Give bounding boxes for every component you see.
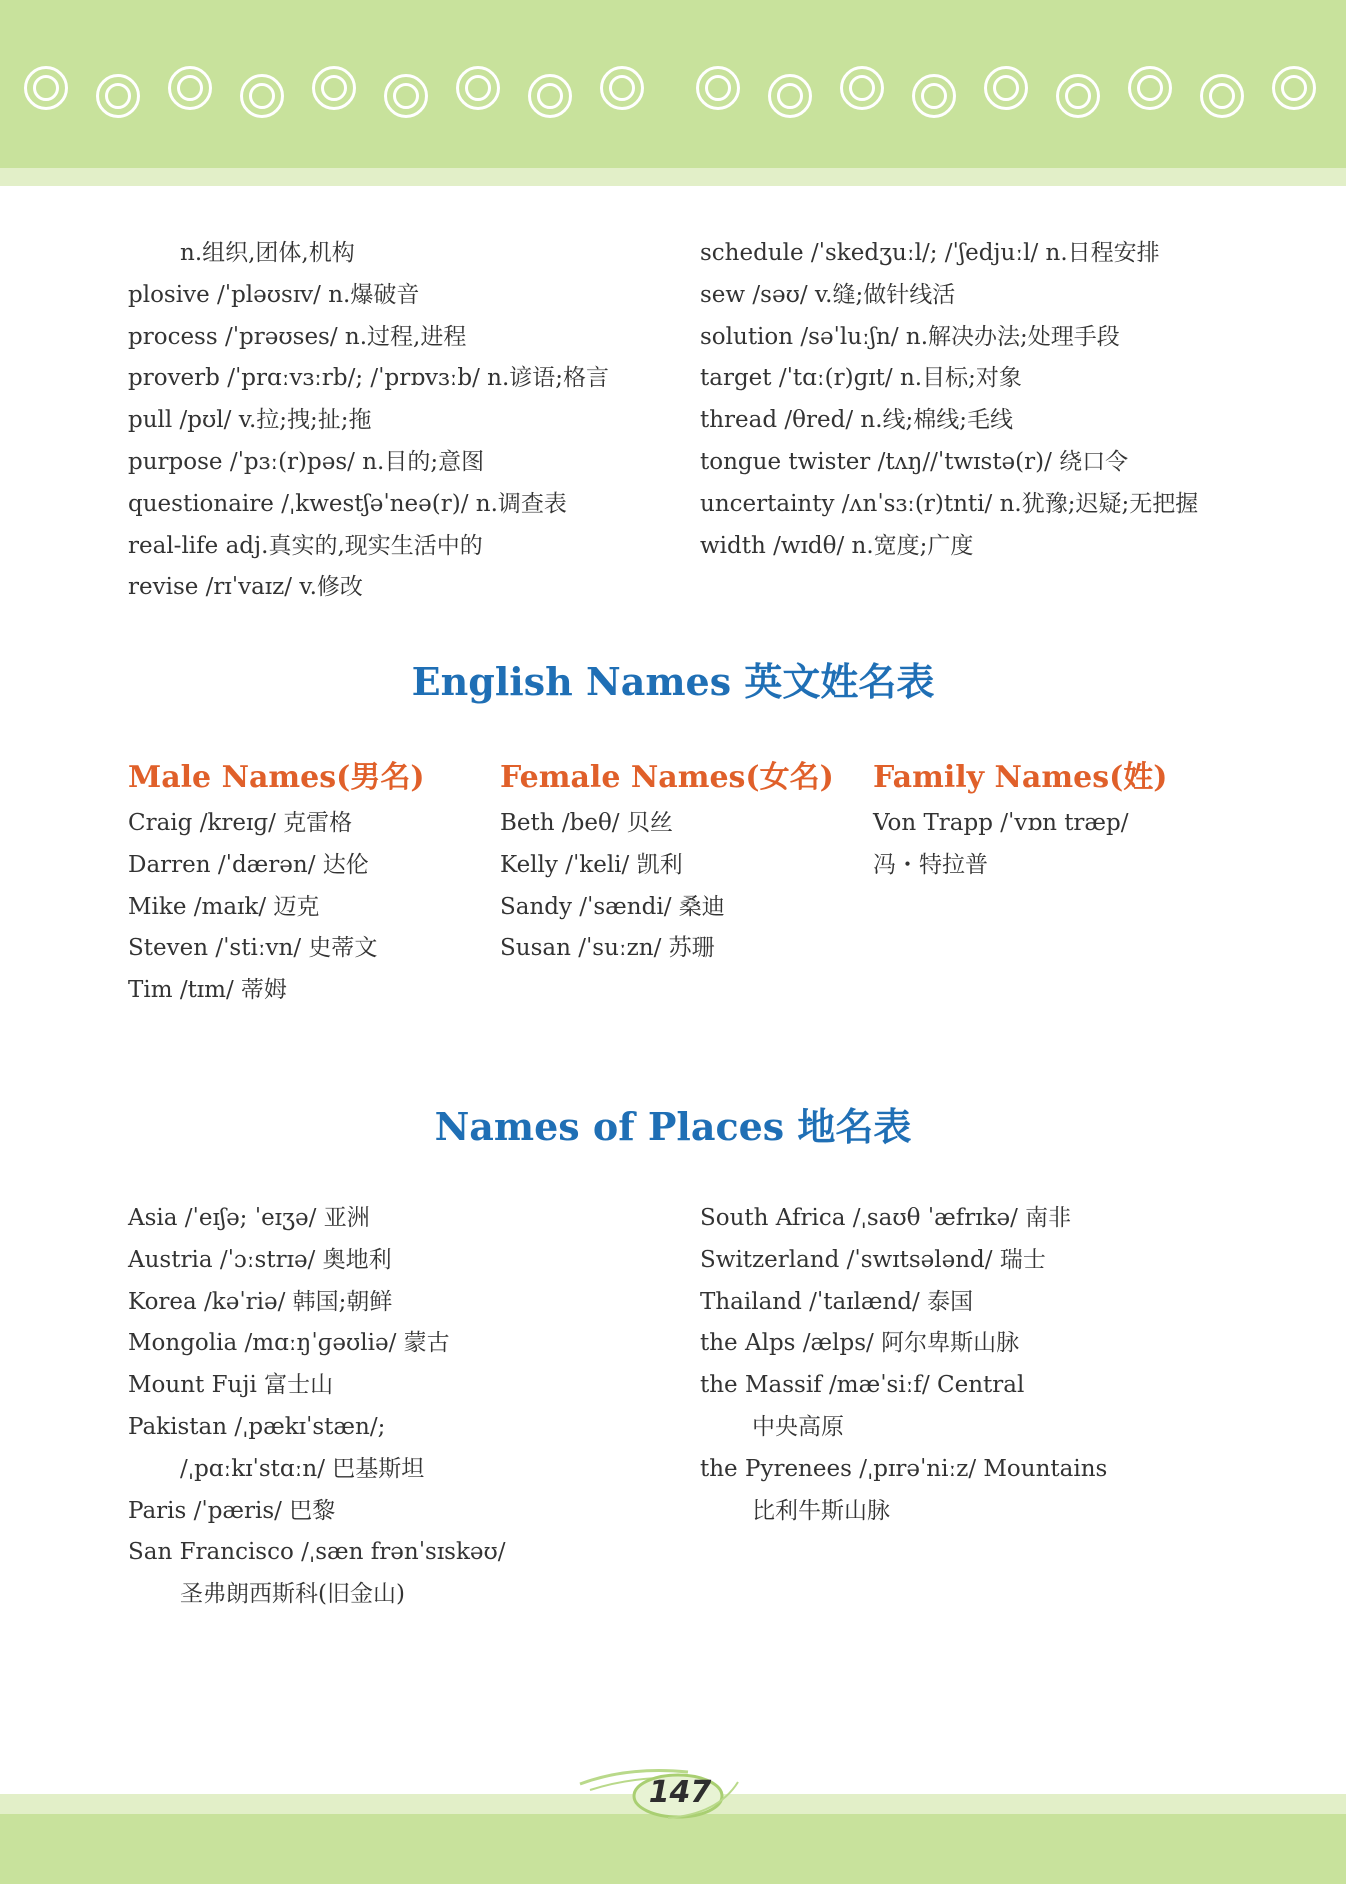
ring-icon: [840, 66, 884, 110]
ring-icon: [96, 74, 140, 118]
vocab-entry: sew /səʊ/ v.缝;做针线活: [700, 281, 956, 308]
vocab-left-column: [128, 233, 688, 609]
family-names-heading: Family Names(姓): [873, 760, 1168, 795]
english-names-title: English Names 英文姓名表: [411, 659, 935, 704]
name-entry: Kelly /ˈkeli/ 凯利: [500, 851, 683, 878]
female-names-heading: Female Names(女名): [500, 760, 834, 795]
name-entry: 冯・特拉普: [873, 851, 988, 878]
vocab-entry: tongue twister /tʌŋ//ˈtwɪstə(r)/ 绕口令: [700, 448, 1129, 475]
vocab-entry: revise /rɪˈvaɪz/ v.修改: [128, 574, 363, 601]
ring-icon: [312, 66, 356, 110]
ring-icon: [768, 74, 812, 118]
vocab-entry: uncertainty /ʌnˈsɜː(r)tnti/ n.犹豫;迟疑;无把握: [700, 490, 1199, 517]
place-entry: Mongolia /mɑːŋˈɡəʊliə/ 蒙古: [128, 1330, 450, 1357]
vocab-entry: real-life adj.真实的,现实生活中的: [128, 532, 483, 559]
ring-icon: [384, 74, 428, 118]
vocab-entry: schedule /ˈskedʒuːl/; /ˈʃedjuːl/ n.日程安排: [700, 240, 1160, 266]
page-number: 147: [648, 1775, 712, 1810]
vocab-right-column: [700, 233, 1320, 567]
ring-icon: [912, 74, 956, 118]
header-stripe: [0, 168, 1346, 186]
place-entry: 中央高原: [752, 1413, 844, 1440]
place-entry: Pakistan /ˌpækɪˈstæn/;: [128, 1413, 386, 1440]
name-entry: Darren /ˈdærən/ 达伦: [128, 851, 369, 878]
ring-icon: [696, 66, 740, 110]
vocab-entry: purpose /ˈpɜː(r)pəs/ n.目的;意图: [128, 448, 485, 475]
family-names-column: [873, 753, 1233, 887]
vocab-entry: thread /θred/ n.线;棉线;毛线: [700, 407, 1014, 434]
vocab-entry: pull /pʊl/ v.拉;拽;扯;拖: [128, 407, 372, 434]
place-entry: Korea /kəˈriə/ 韩国;朝鲜: [128, 1288, 393, 1315]
vocab-entry: proverb /ˈprɑːvɜːrb/; /ˈprɒvɜːb/ n.谚语;格言: [128, 365, 610, 392]
name-entry: Tim /tɪm/ 蒂姆: [128, 977, 288, 1004]
places-left-column: [128, 1198, 688, 1616]
male-names-column: [128, 753, 488, 1012]
place-entry: 比利牛斯山脉: [752, 1497, 890, 1524]
ring-icon: [24, 66, 68, 110]
vocab-entry: plosive /ˈpləʊsɪv/ n.爆破音: [128, 281, 420, 308]
place-entry: Switzerland /ˈswɪtsələnd/ 瑞士: [700, 1246, 1046, 1273]
place-entry: Asia /ˈeɪʃə; ˈeɪʒə/ 亚洲: [128, 1205, 370, 1231]
name-entry: Mike /maɪk/ 迈克: [128, 893, 320, 920]
place-entry: 圣弗朗西斯科(旧金山): [180, 1581, 405, 1608]
ring-icon: [168, 66, 212, 110]
ring-icon: [456, 66, 500, 110]
name-entry: Sandy /ˈsændi/ 桑迪: [500, 893, 725, 920]
place-entry: Thailand /ˈtaɪlænd/ 泰国: [700, 1288, 974, 1315]
header-band: [0, 0, 1346, 168]
place-entry: Austria /ˈɔːstrɪə/ 奥地利: [128, 1246, 392, 1273]
footer-band: [0, 1814, 1346, 1884]
place-entry: San Francisco /ˌsæn frənˈsɪskəʊ/: [128, 1539, 506, 1566]
place-entry: Mount Fuji 富士山: [128, 1372, 334, 1399]
vocab-entry: n.组织,团体,机构: [180, 240, 355, 266]
vocab-entry: width /wɪdθ/ n.宽度;广度: [700, 532, 974, 559]
ring-icon: [600, 66, 644, 110]
name-entry: Von Trapp /ˈvɒn træp/: [873, 810, 1129, 836]
ring-icon: [1200, 74, 1244, 118]
place-entry: the Massif /mæˈsiːf/ Central: [700, 1372, 1025, 1399]
ring-icon: [1128, 66, 1172, 110]
ring-icon: [984, 66, 1028, 110]
name-entry: Beth /beθ/ 贝丝: [500, 810, 673, 836]
name-entry: Susan /ˈsuːzn/ 苏珊: [500, 935, 715, 962]
place-entry: Paris /ˈpæris/ 巴黎: [128, 1497, 336, 1524]
name-entry: Craig /kreɪɡ/ 克雷格: [128, 810, 353, 836]
place-entry: /ˌpɑːkɪˈstɑːn/ 巴基斯坦: [180, 1455, 425, 1482]
ring-icon: [240, 74, 284, 118]
name-entry: Steven /ˈstiːvn/ 史蒂文: [128, 935, 378, 962]
ring-icon: [1056, 74, 1100, 118]
male-names-heading: Male Names(男名): [128, 760, 425, 795]
ring-icon: [1272, 66, 1316, 110]
vocab-entry: process /ˈprəʊses/ n.过程,进程: [128, 323, 467, 350]
place-entry: the Pyrenees /ˌpɪrəˈniːz/ Mountains: [700, 1455, 1108, 1482]
vocab-entry: questionaire /ˌkwestʃəˈneə(r)/ n.调查表: [128, 490, 567, 517]
places-title: Names of Places 地名表: [434, 1104, 912, 1149]
place-entry: the Alps /ælps/ 阿尔卑斯山脉: [700, 1330, 1020, 1357]
places-right-column: [700, 1198, 1320, 1532]
place-entry: South Africa /ˌsaʊθ ˈæfrɪkə/ 南非: [700, 1205, 1072, 1231]
vocab-entry: target /ˈtɑː(r)ɡɪt/ n.目标;对象: [700, 365, 1022, 392]
vocab-entry: solution /səˈluːʃn/ n.解决办法;处理手段: [700, 323, 1120, 350]
ring-icon: [528, 74, 572, 118]
female-names-column: [500, 753, 860, 970]
